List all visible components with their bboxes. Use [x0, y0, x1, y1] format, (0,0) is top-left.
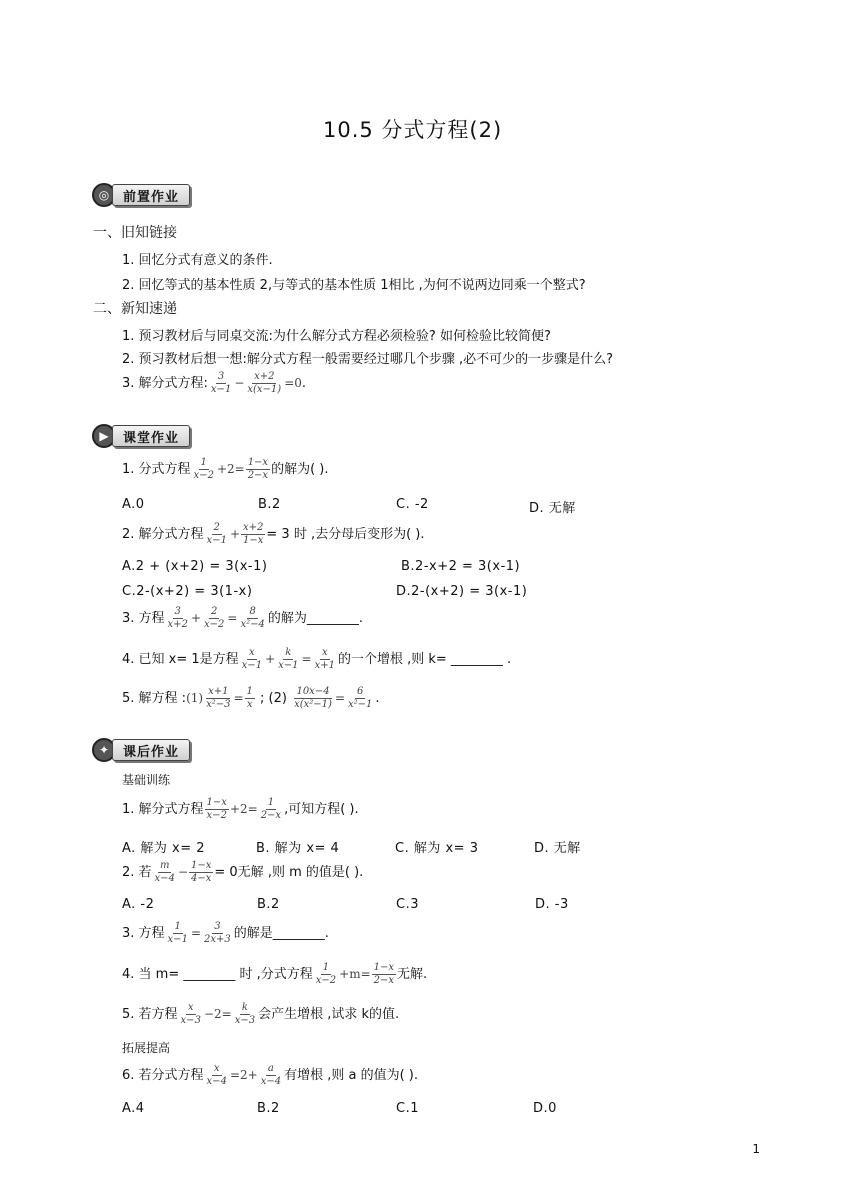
class-q2-option-a: A.2 + (x+2) = 3(x-1) [122, 559, 268, 574]
pre-question-2: 2. 回忆等式的基本性质 2,与等式的基本性质 1相比 ,为何不说两边同乘一个整式? [122, 278, 586, 293]
class-work-badge [92, 423, 190, 449]
hw-q1-option-d: D. 无解 [534, 841, 581, 856]
class-question-1-suffix: 的解为( ). [271, 462, 329, 477]
class-q2-option-c: C.2-(x+2) = 3(1-x) [122, 584, 253, 599]
homework-question-4-suffix: 无解. [397, 967, 428, 982]
class-question-2-prefix: 2. 解分式方程 [122, 527, 204, 542]
pre-question-1: 1. 回忆分式有意义的条件. [122, 253, 273, 268]
homework-question-6: 6. 若分式方程 $\frac{x}{x-4}$ =2+ $\frac{a}{x-4}$ 有增根 ,则 a 的值为( ). [122, 1063, 418, 1087]
after-work-label: 课后作业 [112, 739, 190, 761]
fraction: $\frac{m}{x-4}$ [154, 860, 175, 884]
homework-question-3-suffix: 的解是________. [233, 926, 329, 941]
fraction: $\frac{6}{\text{x²−1}}$ [348, 686, 373, 710]
class-question-5: 5. 解方程 :(1) $\frac{x+1}{\text{x²−3}}$ = $\frac{1}{x}$ ; (2) $\frac{10x-4}{\text{x(x²−1)}}$ = $\frac{6}{\text{x²−1}}$ . [122, 686, 380, 710]
hw-q2-option-c: C.3 [396, 897, 419, 912]
extension-heading: 拓展提高 [122, 1041, 171, 1055]
homework-question-5-prefix: 5. 若方程 [122, 1007, 178, 1022]
homework-question-6-prefix: 6. 若分式方程 [122, 1068, 204, 1083]
play-icon: ▶ [92, 424, 116, 448]
page-number: 1 [752, 1142, 760, 1156]
class-q1-option-d: D. 无解 [529, 501, 576, 516]
homework-question-5-suffix: 会产生增根 ,试求 k的值. [258, 1007, 400, 1022]
class-question-1: 1. 分式方程 $\frac{1}{x-2}$ +2= $\frac{1-x}{2-x}$ 的解为( ). [122, 457, 329, 481]
fraction: $\frac{1-x}{x-2}$ [206, 797, 227, 821]
hw-q2-option-b: B.2 [257, 897, 280, 912]
class-question-3-prefix: 3. 方程 [122, 611, 165, 626]
hw-q1-option-b: B. 解为 x= 4 [256, 841, 340, 856]
fraction: $\frac{1}{x-2}$ [193, 457, 214, 481]
class-question-2-suffix: = 3 时 ,去分母后变形为( ). [266, 527, 425, 542]
class-question-3-suffix: 的解为________. [267, 611, 363, 626]
homework-question-2: 2. 若 $\frac{m}{x-4}$ − $\frac{1-x}{4-x}$ = 0无解 ,则 m 的值是( ). [122, 860, 364, 884]
hw-q6-option-a: A.4 [122, 1101, 145, 1116]
class-q2-option-b: B.2-x+2 = 3(x-1) [401, 559, 521, 574]
homework-question-6-suffix: 有增根 ,则 a 的值为( ). [284, 1068, 418, 1083]
fraction: $\frac{1-x}{2-x}$ [247, 457, 269, 481]
class-q2-option-d: D.2-(x+2) = 3(x-1) [396, 584, 528, 599]
fraction: $\frac{3}{x-1}$ [210, 371, 232, 395]
section-old-knowledge: 一、旧知链接 [93, 225, 177, 241]
homework-question-1-prefix: 1. 解分式方程 [122, 802, 204, 817]
fraction: $\frac{8}{\text{x²−4}}$ [240, 606, 265, 630]
class-question-5-prefix: 5. 解方程 : [122, 691, 187, 706]
fraction: $\frac{x}{x-3}$ [180, 1002, 201, 1026]
homework-question-3-prefix: 3. 方程 [122, 926, 165, 941]
fraction: $\frac{3}{x+2}$ [167, 606, 188, 630]
class-question-4-prefix: 4. 已知 x= 1是方程 [122, 652, 239, 667]
homework-question-3: 3. 方程 $\frac{1}{x-1}$ = $\frac{3}{2x+3}$ 的解是________. [122, 921, 329, 945]
class-q1-option-a: A.0 [122, 497, 145, 512]
fraction: $\frac{2}{x-1}$ [206, 522, 227, 546]
homework-question-2-suffix: = 0无解 ,则 m 的值是( ). [214, 865, 364, 880]
fraction: $\frac{x}{x+1}$ [314, 647, 335, 671]
fraction: $\frac{1-x}{2-x}$ [373, 962, 395, 986]
hw-q2-option-d: D. -3 [535, 897, 569, 912]
fraction: $\frac{1}{x-1}$ [167, 921, 188, 945]
runner-icon: ✦ [92, 738, 116, 762]
homework-question-5: 5. 若方程 $\frac{x}{x-3}$ −2= $\frac{k}{x-3}$ 会产生增根 ,试求 k的值. [122, 1002, 400, 1026]
fraction: $\frac{x}{x-1}$ [241, 647, 263, 671]
fraction: $\frac{x+1}{\text{x²−3}}$ [206, 686, 231, 710]
fraction: $\frac{3}{2x+3}$ [204, 921, 231, 945]
fraction: $\frac{k}{x-1}$ [278, 647, 299, 671]
hw-q6-option-d: D.0 [533, 1101, 557, 1116]
fraction: $\frac{1}{2-x}$ [260, 797, 282, 821]
class-question-4-suffix: 的一个增根 ,则 k= ________ . [337, 652, 512, 667]
homework-question-1-suffix: ,可知方程( ). [284, 802, 359, 817]
hw-q6-option-c: C.1 [396, 1101, 419, 1116]
hw-q2-option-a: A. -2 [122, 897, 155, 912]
hw-q1-option-a: A. 解为 x= 2 [122, 841, 206, 856]
basic-training-heading: 基础训练 [122, 773, 171, 787]
fraction: $\frac{x}{x-4}$ [206, 1063, 227, 1087]
pre-question-5: 3. 解分式方程: $\frac{3}{x-1}$ − $\frac{x+2}{x(x-1)}$ =0. [122, 371, 307, 395]
fraction: $\frac{10x-4}{\text{x(x²−1)}}$ [294, 686, 332, 710]
pre-question-5-prefix: 3. 解分式方程: [122, 376, 208, 391]
fraction: $\frac{1}{x}$ [246, 686, 253, 710]
pre-question-4: 2. 预习教材后想一想:解分式方程一般需要经过哪几个步骤 ,必不可少的一步骤是什么? [122, 352, 614, 367]
class-q1-option-c: C. -2 [396, 497, 429, 512]
class-question-2: 2. 解分式方程 $\frac{2}{x-1}$ + $\frac{x+2}{1-x}$ = 3 时 ,去分母后变形为( ). [122, 522, 425, 546]
homework-question-1: 1. 解分式方程 $\frac{1-x}{x-2}$ +2= $\frac{1}{2-x}$ ,可知方程( ). [122, 797, 359, 821]
class-q1-option-b: B.2 [258, 497, 281, 512]
fraction: $\frac{x+2}{x(x-1)}$ [247, 371, 282, 395]
fraction: $\frac{a}{x-4}$ [260, 1063, 282, 1087]
page-title: 10.5 分式方程(2) [323, 118, 503, 142]
fraction: $\frac{1-x}{4-x}$ [191, 860, 212, 884]
swirl-icon: ◎ [92, 183, 116, 207]
fraction: $\frac{k}{x-3}$ [234, 1002, 256, 1026]
section-new-knowledge: 二、新知速递 [93, 301, 177, 317]
class-question-4: 4. 已知 x= 1是方程 $\frac{x}{x-1}$ + $\frac{k}{x-1}$ = $\frac{x}{x+1}$ 的一个增根 ,则 k= ________ . [122, 647, 512, 671]
homework-question-2-prefix: 2. 若 [122, 865, 152, 880]
homework-question-4-prefix: 4. 当 m= ________ 时 ,分式方程 [122, 967, 313, 982]
fraction: $\frac{x+2}{1-x}$ [243, 522, 264, 546]
class-question-1-prefix: 1. 分式方程 [122, 462, 191, 477]
hw-q1-option-c: C. 解为 x= 3 [395, 841, 479, 856]
pre-question-5-suffix: . [301, 376, 307, 391]
class-question-3: 3. 方程 $\frac{3}{x+2}$ + $\frac{2}{x-2}$ = $\frac{8}{\text{x²−4}}$ 的解为________. [122, 606, 363, 630]
fraction: $\frac{1}{x-2}$ [315, 962, 337, 986]
fraction: $\frac{2}{x-2}$ [204, 606, 225, 630]
class-question-5-mid: ; (2) [255, 691, 292, 706]
pre-work-badge [92, 182, 190, 208]
after-work-badge [92, 737, 190, 763]
pre-question-3: 1. 预习教材后与同桌交流:为什么解分式方程必须检验? 如何检验比较简便? [122, 329, 551, 344]
pre-work-label: 前置作业 [112, 184, 190, 206]
homework-question-4: 4. 当 m= ________ 时 ,分式方程 $\frac{1}{x-2}$ +m= $\frac{1-x}{2-x}$ 无解. [122, 962, 428, 986]
class-work-label: 课堂作业 [112, 425, 190, 447]
hw-q6-option-b: B.2 [257, 1101, 280, 1116]
class-question-5-suffix: . [375, 691, 380, 706]
